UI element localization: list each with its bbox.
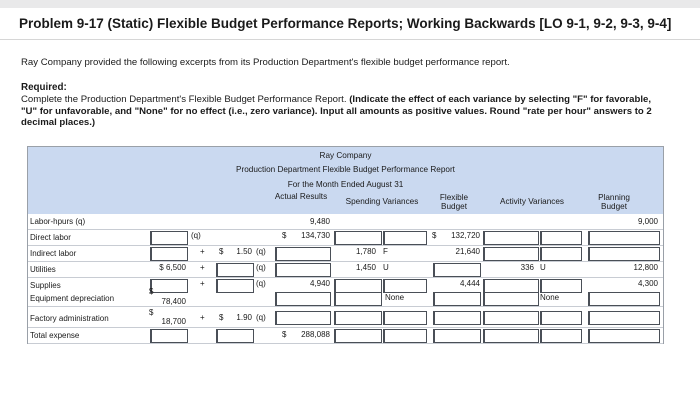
row-divider [28,261,663,262]
supplies-rate-input[interactable] [216,279,254,293]
row-label-supplies: Supplies [30,281,61,290]
supplies-spending-input[interactable] [334,279,382,293]
col-actual-results: Actual Results [274,192,328,201]
equipment-planning-input[interactable] [588,292,660,306]
performance-report [27,146,664,344]
direct-labor-spending-input[interactable] [334,231,382,245]
indirect-labor-activity-input[interactable] [483,247,539,261]
planning-supplies: 4,300 [637,279,658,288]
total-activity-effect-select[interactable] [540,329,582,343]
equipment-activity-input[interactable] [483,292,539,306]
factory-admin-dollar: $ [149,308,154,317]
flexible-supplies: 4,444 [459,279,480,288]
row-divider [28,306,663,307]
utilities-flexible-input[interactable] [433,263,481,277]
direct-labor-spending-effect-select[interactable] [383,231,427,245]
factory-admin-unit: (q) [256,313,266,322]
total-rate-input[interactable] [216,329,254,343]
actual-supplies: 4,940 [309,279,330,288]
total-fixed-input[interactable] [150,329,188,343]
direct-labor-dollar: $ [282,231,287,240]
divider [0,39,700,40]
problem-intro: Ray Company provided the following excerpts from its Production Department's flexible budget performance report. [21,57,510,68]
flex-direct-labor-dollar: $ [432,231,437,240]
factory-admin-actual-input[interactable] [275,311,331,325]
supplies-activity-input[interactable] [483,279,539,293]
factory-admin-plus: + [200,313,205,322]
row-divider [28,277,663,278]
total-activity-input[interactable] [483,329,539,343]
supplies-activity-effect-select[interactable] [540,279,582,293]
actual-total-expense: 288,088 [301,330,330,339]
factory-admin-rate: 1.90 [236,313,252,322]
report-company: Ray Company [319,151,372,160]
report-period: For the Month Ended August 31 [287,180,404,189]
equipment-activity-effect: None [540,293,560,302]
total-flexible-input[interactable] [433,329,481,343]
instruction-plain: Complete the Production Department's Flexible Budget Performance Report. [21,94,347,105]
flexible-indirect-labor: 21,640 [455,247,480,256]
col-spending-variances: Spending Variances [345,197,419,206]
flexible-direct-labor: 132,720 [451,231,480,240]
utilities-spending-effect: U [383,263,389,272]
row-divider [28,327,663,328]
indirect-labor-fixed-input[interactable] [150,247,188,261]
report-name: Production Department Flexible Budget Performance Report [236,165,455,174]
indirect-labor-rate: 1.50 [236,247,252,256]
actual-labor-hours: 9,480 [309,217,330,226]
utilities-rate-input[interactable] [216,263,254,277]
equipment-flexible-input[interactable] [433,292,481,306]
row-label-equipment-depreciation: Equipment depreciation [30,294,115,303]
instruction-bold: (Indicate the effect of each variance by selecting "F" for favorable, "U" for unfavorable, and "None" for no effect (i.e., zero variance). Input all amounts as positive values. Round "rate per hour" answers to 2 decimal places.) [21,94,652,128]
page-title: Problem 9-17 (Static) Flexible Budget Performance Reports; Working Backwards [LO 9-1, 9-2, 9-3, 9-4] [19,16,672,31]
col-planning-budget: Planning Budget [598,193,630,211]
row-divider [28,245,663,246]
direct-labor-activity-input[interactable] [483,231,539,245]
direct-labor-fixed-input[interactable] [150,231,188,245]
indirect-labor-planning-input[interactable] [588,247,660,261]
factory-admin-planning-input[interactable] [588,311,660,325]
supplies-fixed-input[interactable] [150,279,188,293]
total-spending-effect-select[interactable] [383,329,427,343]
utilities-actual-input[interactable] [275,263,331,277]
indirect-labor-dollar: $ [219,247,224,256]
total-planning-input[interactable] [588,329,660,343]
indirect-labor-plus: + [200,247,205,256]
row-divider [28,229,663,230]
actual-direct-labor: 134,730 [301,231,330,240]
row-label-indirect-labor: Indirect labor [30,249,77,258]
factory-admin-flexible-input[interactable] [433,311,481,325]
utilities-activity: 336 [520,263,534,272]
row-divider [28,343,663,344]
utilities-unit: (q) [256,263,266,272]
row-label-direct-labor: Direct labor [30,233,71,242]
col-flexible-budget: Flexible Budget [439,193,469,211]
equipment-spending-effect: None [385,293,405,302]
factory-admin-spending-effect-select[interactable] [383,311,427,325]
total-spending-input[interactable] [334,329,382,343]
direct-labor-unit: (q) [191,231,201,240]
direct-labor-planning-input[interactable] [588,231,660,245]
factory-admin-rate-dollar: $ [219,313,224,322]
indirect-labor-spending: 1,780 [355,247,376,256]
indirect-labor-unit: (q) [256,247,266,256]
utilities-activity-effect: U [540,263,546,272]
col-activity-variances: Activity Variances [499,197,564,206]
equipment-fixed: 78,400 [161,297,186,306]
factory-admin-spending-input[interactable] [334,311,382,325]
required-label: Required: [21,82,67,93]
utilities-spending: 1,450 [355,263,376,272]
planning-utilities: 12,800 [633,263,658,272]
equipment-actual-input[interactable] [275,292,331,306]
row-label-total-expense: Total expense [30,331,80,340]
factory-admin-activity-input[interactable] [483,311,539,325]
required-instructions [21,94,661,129]
row-label-factory-administration: Factory administration [30,314,109,323]
total-dollar: $ [282,330,287,339]
factory-admin-fixed: 18,700 [161,317,186,326]
factory-admin-activity-effect-select[interactable] [540,311,582,325]
utilities-plus: + [200,263,205,272]
equipment-dollar: $ [149,287,154,296]
utilities-fixed: $ 6,500 [159,263,186,272]
row-label-labor-hours: Labor-hpurs (q) [30,217,86,226]
row-label-utilities: Utilities [30,265,56,274]
supplies-unit: (q) [256,279,266,288]
indirect-labor-actual-input[interactable] [275,247,331,261]
supplies-spending-effect-select[interactable] [383,279,427,293]
equipment-spending-input[interactable] [334,292,382,306]
supplies-plus: + [200,279,205,288]
planning-labor-hours: 9,000 [637,217,658,226]
direct-labor-activity-effect-select[interactable] [540,231,582,245]
indirect-labor-activity-effect-select[interactable] [540,247,582,261]
indirect-labor-spending-effect: F [383,247,388,256]
top-bar [0,0,700,8]
